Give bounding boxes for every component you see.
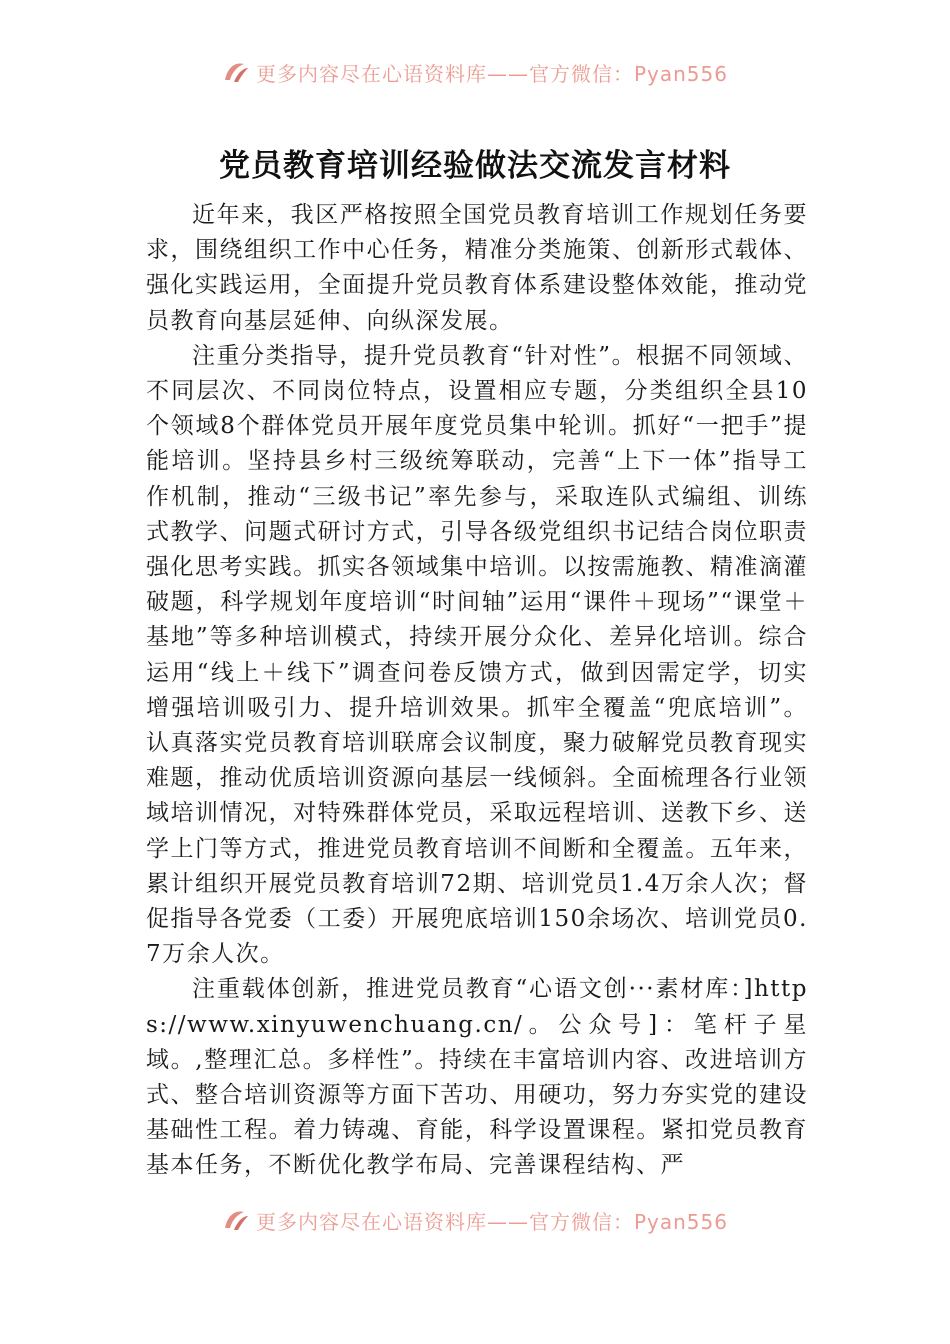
paragraph-classification: 注重分类指导，提升党员教育“针对性”。根据不同领域、不同层次、不同岗位特点，设置相应专题，分类组织全县10个领域8个群体党员开展年度党员集中轮训。抓好“一把手”提能培训。坚持县乡村三级统筹联动，完善“上下一体”指导工作机制，推动“三级书记”率先参与，采取连队式编组、训练式教学、问题式研讨方式，引导各级党组织书记结合岗位职责强化思考实践。抓实各领域集中培训。以按需施教、精准滴灌破题，科学规划年度培训“时间轴”运用“课件＋现场”“课堂＋基地”等多种培训模式，持续开展分众化、差异化培训。综合运用“线上＋线下”调查问卷反馈方式，做到因需定学，切实增强培训吸引力、提升培训效果。抓牢全覆盖“兜底培训”。认真落实党员教育培训联席会议制度，聚力破解党员教育现实难题，推动优质培训资源向基层一线倾斜。全面梳理各行业领域培训情况，对特殊群体党员，采取远程培训、送教下乡、送学上门等方式，推进党员教育培训不间断和全覆盖。五年来，累计组织开展党员教育培训72期、培训党员1.4万余人次；督促指导各党委（工委）开展兜底培训150余场次、培训党员0.7万余人次。 — [146, 342, 808, 968]
watermark-text: 更多内容尽在心语资料库——官方微信：Pyan556 — [255, 1209, 728, 1234]
watermark-footer — [0, 1200, 950, 1240]
document-title: 党员教育培训经验做法交流发言材料 — [219, 148, 731, 184]
brand-logo-icon — [222, 60, 250, 84]
watermark-text: 更多内容尽在心语资料库——官方微信：Pyan556 — [255, 61, 728, 86]
watermark-header — [0, 52, 950, 92]
brand-logo-icon — [222, 1208, 250, 1232]
paragraph-innovation: 注重载体创新，推进党员教育“心语文创···素材库：]https://www.xinyuwenchuang.cn/。公众号]：笔杆子星域。,整理汇总。多样性”。持续在丰富培训内容、改进培训方式、整合培训资源等方面下苦功、用硬功，努力夯实党的建设基础性工程。着力铸魂、育能，科学设置课程。紧扣党员教育基本任务，不断优化教学布局、完善课程结构、严 — [146, 976, 808, 1179]
paragraph-intro: 近年来，我区严格按照全国党员教育培训工作规划任务要求，围绕组织工作中心任务，精准分类施策、创新形式载体、强化实践运用，全面提升党员教育体系建设整体效能，推动党员教育向基层延伸、向纵深发展。 — [146, 202, 808, 334]
document-body — [146, 198, 808, 1208]
